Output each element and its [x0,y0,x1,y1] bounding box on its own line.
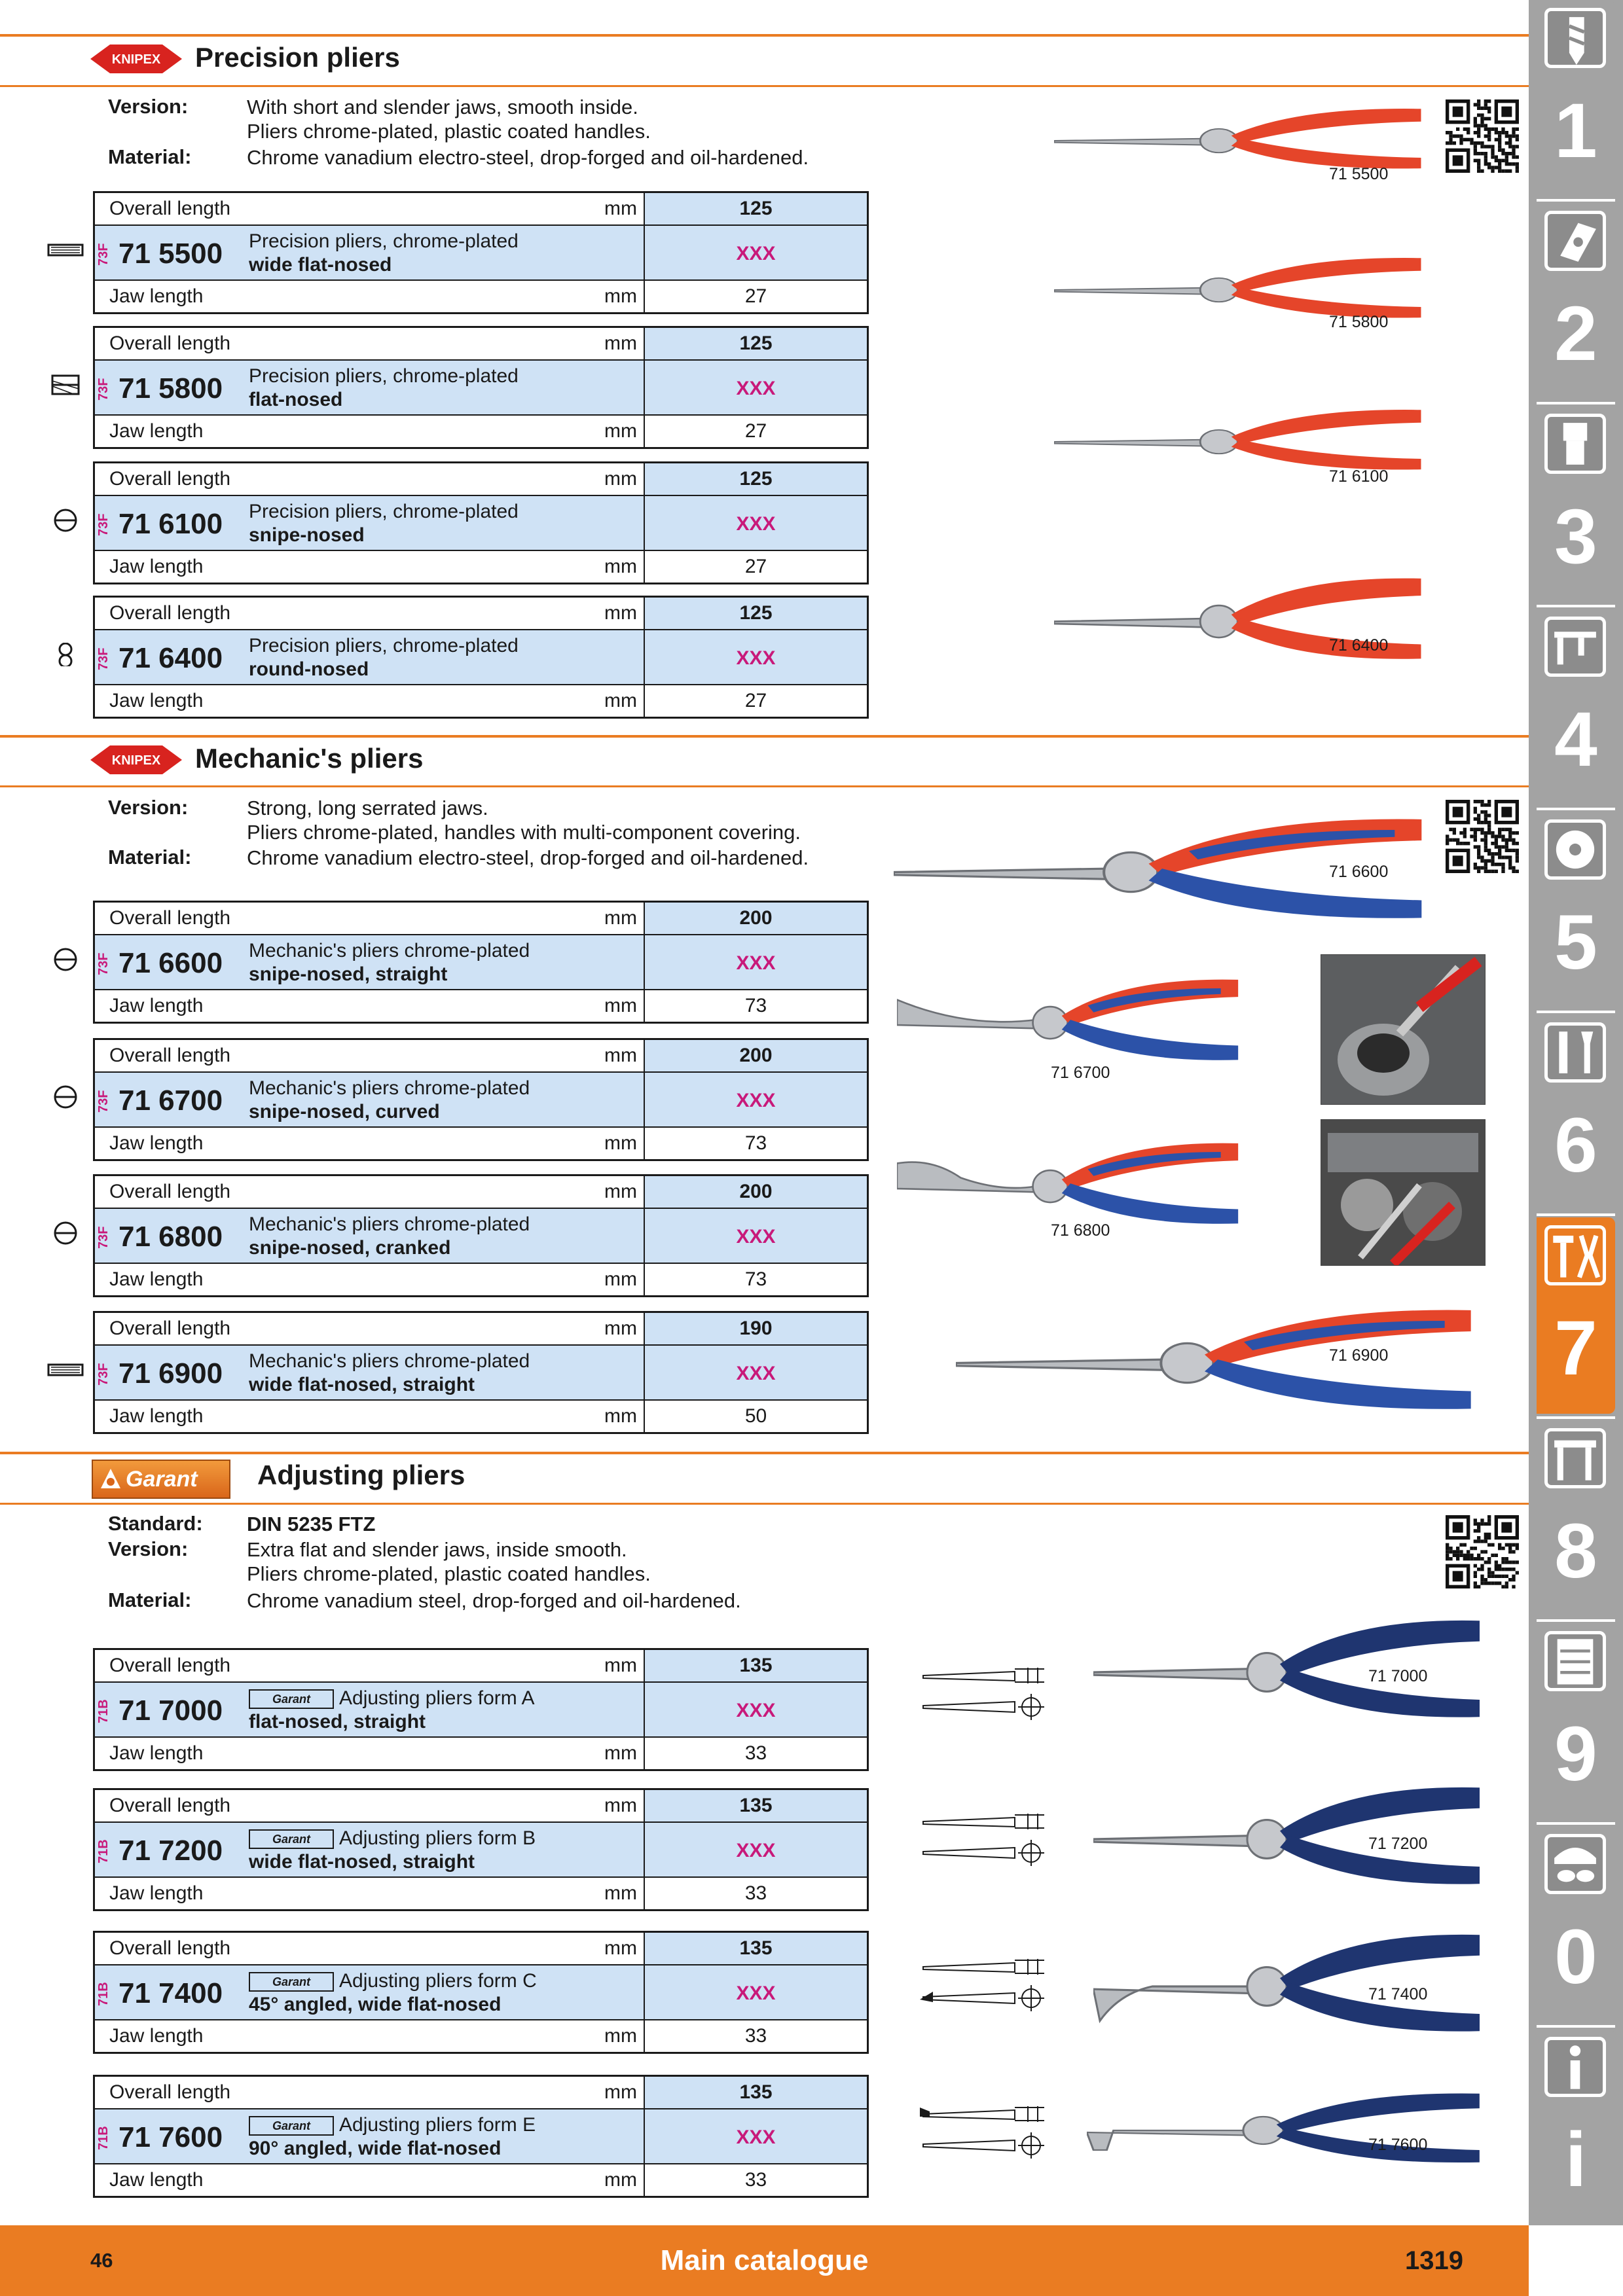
product-image-label: 71 6900 [1329,1346,1389,1365]
overall-length-label: Overall length [109,1318,231,1339]
garant-logo [92,1460,230,1499]
product-variant: snipe-nosed, cranked [249,1237,451,1259]
overall-length-value: 135 [645,2077,867,2108]
jaw-length-value: 27 [744,556,767,577]
unit-label: mm [604,1882,637,1904]
product-description: Adjusting pliers form E [339,2114,536,2136]
measuring-caliper-icon [1544,617,1606,677]
product-table [93,1788,869,1911]
product-variant: wide flat-nosed [249,254,392,276]
section-bottom-rule [0,85,1529,87]
jaw-length-label: Jaw length [109,995,204,1016]
product-group-code: 73F [96,647,111,671]
product-group-code: 73F [96,952,111,976]
jaw-length-value: 73 [744,1132,767,1154]
product-image-label: 71 6400 [1329,636,1389,655]
jaw-length-row [95,1401,867,1432]
overall-length-row [95,2077,867,2108]
unit-label: mm [604,285,637,307]
version-text: Pliers chrome-plated, plastic coated handles. [247,120,651,143]
article-number[interactable]: 71 6900 [119,1357,223,1390]
overall-length-label: Overall length [109,1795,231,1816]
unit-label: mm [604,468,637,490]
wide-flat-jaw-profile-icon [47,238,84,262]
unit-label: mm [604,1937,637,1959]
snipe-jaw-profile-icon [47,948,84,971]
jaw-length-label: Jaw length [109,690,204,711]
jaw-length-value: 50 [744,1405,767,1427]
section-bottom-rule [0,785,1529,787]
jaw-length-label: Jaw length [109,2169,204,2191]
product-variant: wide flat-nosed, straight [249,1851,475,1873]
knipex-logo [90,743,182,777]
product-table [93,1174,869,1297]
jaw-length-label: Jaw length [109,556,204,577]
overall-length-value: 135 [645,1933,867,1964]
jaw-length-label: Jaw length [109,1742,204,1764]
overall-length-label: Overall length [109,1937,231,1959]
jaw-length-value: 33 [744,1742,767,1764]
flat-jaw-profile-icon [47,373,84,397]
version-text: Pliers chrome-plated, plastic coated handles. [247,1562,651,1585]
price-value: XXX [736,1226,776,1247]
overall-length-label: Overall length [109,602,231,624]
jaw-length-value: 33 [744,2169,767,2191]
unit-label: mm [604,1795,637,1816]
chapter-number: 6 [1554,1102,1597,1189]
unit-label: mm [604,2081,637,2103]
price-value: XXX [736,1982,776,2004]
workbench-icon [1544,1428,1606,1488]
chapter-number: 0 [1554,1914,1597,2000]
chapter-number: 9 [1554,1711,1597,1797]
svg-text:KNIPEX: KNIPEX [111,753,161,768]
chapter-number: 5 [1554,899,1597,986]
garant-mini-logo: Garant [249,1972,334,1992]
product-table [93,901,869,1024]
product-description: Mechanic's pliers chrome-plated [249,1213,530,1235]
unit-label: mm [604,420,637,442]
tab-divider [1537,402,1615,404]
unit-label: mm [604,1181,637,1202]
pliers-illustration [1087,2081,1486,2179]
overall-length-row [95,1040,867,1071]
product-variant: wide flat-nosed, straight [249,1374,475,1395]
grinding-disc-icon [1544,819,1606,880]
unit-label: mm [604,332,637,354]
wide-flat-jaw-profile-icon [47,1358,84,1382]
product-group-code: 73F [96,378,111,401]
chapter-tab-6[interactable] [1537,1014,1615,1211]
tab-divider [1537,1619,1615,1622]
overall-length-value: 135 [645,1790,867,1821]
jaw-length-value: 33 [744,1882,767,1904]
pliers-hammer-icon [1544,1225,1606,1285]
version-label: Version: [108,95,189,118]
material-label: Material: [108,145,192,168]
tab-divider [1537,1213,1615,1216]
product-row[interactable] [95,629,867,685]
unit-label: mm [604,198,637,219]
chapter-number: 8 [1554,1508,1597,1594]
application-photo [1321,1119,1486,1266]
product-group-code: 71B [96,2126,111,2151]
pliers-illustration [897,965,1244,1080]
material-text: Chrome vanadium electro-steel, drop-forged and oil-hardened. [247,846,809,869]
product-table [93,1648,869,1771]
price-value: XXX [736,647,776,669]
chapter-tab-8[interactable] [1537,1420,1615,1617]
snipe-jaw-profile-icon [47,1085,84,1109]
material-text: Chrome vanadium steel, drop-forged and oil-hardened. [247,1589,741,1612]
overall-length-row [95,1176,867,1208]
product-table [93,1038,869,1161]
section-top-rule [0,1452,1529,1454]
jaw-length-row [95,1264,867,1295]
product-row[interactable] [95,1964,867,2020]
overall-length-value: 125 [645,193,867,224]
product-description: Adjusting pliers form B [339,1827,536,1849]
jaw-length-label: Jaw length [109,1882,204,1904]
jaw-length-row [95,2020,867,2052]
application-photo [1321,954,1486,1105]
version-label: Version: [108,796,189,819]
overall-length-row [95,1790,867,1821]
product-table [93,326,869,449]
section-bottom-rule [0,1503,1529,1505]
jaw-length-row [95,1128,867,1159]
overall-length-label: Overall length [109,2081,231,2103]
product-group-code: 73F [96,1226,111,1249]
product-group-code: 71B [96,1839,111,1864]
article-number[interactable]: 71 6400 [119,642,223,674]
tab-divider [1537,808,1615,810]
article-number[interactable]: 71 6100 [119,508,223,540]
unit-label: mm [604,1742,637,1764]
product-group-code: 71B [96,1699,111,1724]
standard-label: Standard: [108,1512,203,1535]
version-text: With short and slender jaws, smooth inside. [247,96,638,118]
snipe-jaw-profile-icon [47,1221,84,1245]
product-variant: flat-nosed [249,389,343,410]
overall-length-label: Overall length [109,332,231,354]
version-label: Version: [108,1537,189,1560]
overall-length-value: 200 [645,903,867,934]
chapter-tab-0[interactable] [1537,1826,1615,2022]
overall-length-row [95,1313,867,1344]
price-value: XXX [736,513,776,535]
price-value: XXX [736,1363,776,1384]
tab-divider [1537,1011,1615,1013]
jaw-length-row [95,2164,867,2196]
technical-drawing [917,1954,1054,2013]
product-description: Mechanic's pliers chrome-plated [249,940,530,961]
product-image-label: 71 6100 [1329,467,1389,486]
product-variant: 45° angled, wide flat-nosed [249,1994,501,2015]
version-text: Strong, long serrated jaws. [247,797,488,819]
product-group-code: 73F [96,513,111,537]
chapter-tab-1[interactable] [1537,0,1615,196]
product-row[interactable] [95,1344,867,1401]
jaw-length-label: Jaw length [109,1268,204,1290]
overall-length-row [95,193,867,224]
price-value: XXX [736,243,776,264]
section-top-rule [0,34,1529,37]
product-variant: 90° angled, wide flat-nosed [249,2138,501,2159]
footer-sidebar-gap [1529,2225,1623,2296]
chapter-tab-2[interactable] [1537,203,1615,399]
product-row[interactable] [95,934,867,990]
garant-logo-text: Garant [126,1467,198,1492]
price-value: XXX [736,378,776,399]
product-row[interactable] [95,1208,867,1264]
product-image-label: 71 7000 [1368,1667,1428,1685]
overall-length-value: 135 [645,1650,867,1681]
jaw-length-row [95,685,867,717]
product-row[interactable] [95,359,867,416]
tab-divider [1537,1416,1615,1419]
article-number[interactable]: 71 6600 [119,947,223,979]
product-description: Precision pliers, chrome-plated [249,501,519,522]
product-table [93,1311,869,1434]
product-variant: flat-nosed, straight [249,1711,426,1732]
overall-length-value: 200 [645,1040,867,1071]
chapter-number: 2 [1554,291,1597,377]
qr-code-icon [1446,99,1519,173]
material-text: Chrome vanadium electro-steel, drop-forged and oil-hardened. [247,146,809,169]
garant-mark-icon [100,1467,122,1490]
unit-label: mm [604,690,637,711]
chapter-number: 7 [1554,1305,1597,1391]
article-number[interactable]: 71 7000 [119,1695,223,1727]
chapter-tab-7[interactable] [1537,1217,1615,1414]
product-description: Mechanic's pliers chrome-plated [249,1350,530,1372]
chapter-number: 4 [1554,696,1597,783]
article-number[interactable]: 71 6800 [119,1221,223,1253]
product-description: Adjusting pliers form C [339,1970,537,1992]
overall-length-label: Overall length [109,907,231,929]
tab-divider [1537,2025,1615,2028]
chapter-tab-5[interactable] [1537,812,1615,1008]
jaw-length-row [95,551,867,583]
product-variant: snipe-nosed, straight [249,963,448,985]
footer-page-left: 46 [90,2249,113,2272]
article-number[interactable]: 71 7400 [119,1977,223,2009]
unit-label: mm [604,1268,637,1290]
article-number[interactable]: 71 7200 [119,1835,223,1867]
unit-label: mm [604,1045,637,1066]
article-number[interactable]: 71 5500 [119,238,223,270]
unit-label: mm [604,1132,637,1154]
product-description: Precision pliers, chrome-plated [249,230,519,252]
jaw-length-row [95,990,867,1022]
tab-divider [1537,199,1615,202]
version-text: Pliers chrome-plated, handles with multi-component covering. [247,821,801,844]
product-table [93,1931,869,2054]
round-jaw-profile-icon [47,643,84,666]
overall-length-row [95,463,867,495]
chapter-tab-i[interactable] [1537,2029,1615,2225]
unit-label: mm [604,1655,637,1676]
jaw-length-row [95,1878,867,1909]
product-group-code: 73F [96,243,111,266]
overall-length-value: 125 [645,598,867,629]
jaw-length-value: 27 [744,285,767,307]
qr-code-icon [1446,800,1519,873]
product-image-label: 71 7400 [1368,1985,1428,2003]
product-image-label: 71 5800 [1329,313,1389,331]
product-row[interactable] [95,2108,867,2164]
jaw-length-value: 33 [744,2025,767,2047]
footer-catalogue-title: Main catalogue [660,2244,869,2276]
price-value: XXX [736,1700,776,1721]
overall-length-value: 190 [645,1313,867,1344]
price-value: XXX [736,1840,776,1861]
product-row[interactable] [95,1821,867,1878]
overall-length-row [95,598,867,629]
pliers-illustration [1054,564,1427,679]
drill-bit-icon [1544,8,1606,68]
chapter-tab-4[interactable] [1537,609,1615,805]
product-row[interactable] [95,1681,867,1738]
product-description: Precision pliers, chrome-plated [249,635,519,656]
article-number[interactable]: 71 6700 [119,1085,223,1117]
overall-length-value: 125 [645,328,867,359]
overall-length-row [95,903,867,934]
technical-drawing [917,1808,1054,1867]
price-value: XXX [736,952,776,974]
product-image-label: 71 5500 [1329,165,1389,183]
technical-drawing [917,1662,1054,1721]
product-row[interactable] [95,1071,867,1128]
jaw-length-label: Jaw length [109,2025,204,2047]
jaw-length-value: 73 [744,1268,767,1290]
product-image-label: 71 6800 [1051,1221,1110,1240]
tab-divider [1537,605,1615,607]
product-description: Precision pliers, chrome-plated [249,365,519,387]
garant-mini-logo: Garant [249,1689,334,1709]
chapter-tab-9[interactable] [1537,1623,1615,1820]
jaw-length-value: 73 [744,995,767,1016]
product-image-label: 71 6700 [1051,1064,1110,1082]
product-group-code: 73F [96,1363,111,1386]
info-icon [1544,2037,1606,2097]
jaw-length-row [95,1738,867,1769]
product-row[interactable] [95,224,867,281]
garant-mini-logo: Garant [249,1829,334,1849]
jaw-length-row [95,416,867,447]
product-variant: snipe-nosed [249,524,365,546]
unit-label: mm [604,2025,637,2047]
overall-length-label: Overall length [109,1045,231,1066]
overall-length-value: 125 [645,463,867,495]
price-value: XXX [736,2126,776,2148]
pliers-illustration [956,1293,1480,1433]
jaw-length-value: 27 [744,690,767,711]
unit-label: mm [604,2169,637,2191]
product-row[interactable] [95,495,867,551]
product-table [93,191,869,314]
product-group-code: 71B [96,1982,111,2007]
tab-divider [1537,1822,1615,1825]
overall-length-label: Overall length [109,1655,231,1676]
safety-gear-icon [1544,1834,1606,1894]
overall-length-label: Overall length [109,198,231,219]
snipe-jaw-profile-icon [47,509,84,532]
product-table [93,2075,869,2198]
article-number[interactable]: 71 5800 [119,372,223,404]
jaw-length-row [95,281,867,312]
overall-length-row [95,1933,867,1964]
jaw-length-value: 27 [744,420,767,442]
footer-page-number: 1319 [1405,2246,1463,2275]
product-table [93,596,869,719]
section-title-precision: Precision pliers [195,42,400,73]
overall-length-row [95,1650,867,1681]
unit-label: mm [604,556,637,577]
product-variant: round-nosed [249,658,369,680]
jaw-length-label: Jaw length [109,1132,204,1154]
overall-length-row [95,328,867,359]
unit-label: mm [604,602,637,624]
product-variant: snipe-nosed, curved [249,1101,440,1122]
knipex-logo [90,42,182,76]
overall-length-label: Overall length [109,1181,231,1202]
tool-cabinet-icon [1544,1631,1606,1691]
version-text: Extra flat and slender jaws, inside smooth. [247,1538,627,1561]
price-value: XXX [736,1090,776,1111]
material-label: Material: [108,1588,192,1611]
chapter-number: 3 [1554,493,1597,580]
section-top-rule [0,735,1529,738]
chapter-number: 1 [1554,88,1597,174]
technical-drawing [917,2101,1054,2160]
qr-code-icon [1446,1515,1519,1588]
product-image-label: 71 7600 [1368,2136,1428,2154]
chapter-number: i [1565,2117,1587,2203]
product-description: Adjusting pliers form A [339,1687,535,1709]
svg-text:KNIPEX: KNIPEX [111,52,161,67]
cutting-insert-icon [1544,211,1606,271]
unit-label: mm [604,1405,637,1427]
product-image-label: 71 7200 [1368,1835,1428,1853]
product-image-label: 71 6600 [1329,863,1389,881]
overall-length-value: 200 [645,1176,867,1208]
unit-label: mm [604,995,637,1016]
jaw-length-label: Jaw length [109,1405,204,1427]
section-title-mechanics: Mechanic's pliers [195,743,424,774]
jaw-length-label: Jaw length [109,420,204,442]
section-title-adjusting: Adjusting pliers [257,1460,465,1490]
standard-text: DIN 5235 FTZ [247,1513,376,1535]
unit-label: mm [604,907,637,929]
product-table [93,461,869,584]
product-group-code: 73F [96,1090,111,1113]
overall-length-label: Overall length [109,468,231,490]
page-footer [0,2225,1529,2296]
product-description: Mechanic's pliers chrome-plated [249,1077,530,1099]
article-number[interactable]: 71 7600 [119,2121,223,2153]
material-label: Material: [108,846,192,869]
unit-label: mm [604,1318,637,1339]
garant-mini-logo: Garant [249,2116,334,2136]
hand-tools-icon [1544,1022,1606,1083]
chapter-tab-3[interactable] [1537,406,1615,602]
tool-holder-icon [1544,414,1606,474]
jaw-length-label: Jaw length [109,285,204,307]
